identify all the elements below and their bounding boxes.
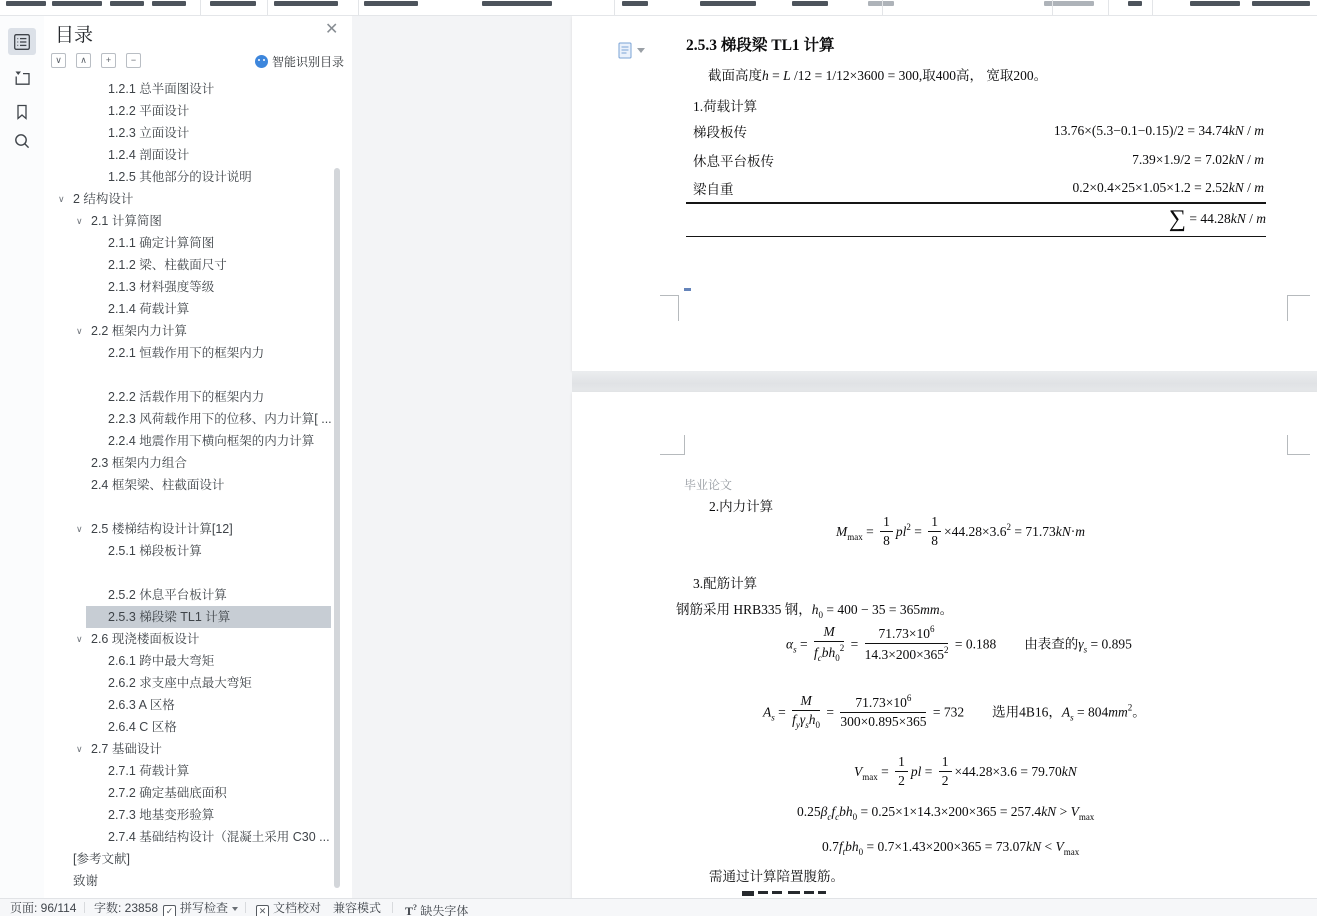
- formula-as: [763, 695, 1146, 732]
- text-run: max: [1078, 812, 1095, 822]
- text-cursor: [684, 288, 691, 291]
- margin-corner-mark: [660, 295, 679, 321]
- section-heading: [686, 33, 835, 55]
- text-run: c: [835, 812, 840, 822]
- text-run: =: [862, 524, 878, 540]
- toc-item[interactable]: [44, 760, 352, 782]
- text-run: m: [1075, 524, 1085, 540]
- text-run: ·: [1070, 524, 1076, 540]
- text-run: L: [783, 68, 791, 83]
- formula-alpha-s: [786, 626, 1132, 665]
- toc-item-label: 2.1.4 荷载计算: [108, 302, 190, 316]
- divider: [392, 902, 393, 913]
- text-run: 梁自重: [693, 182, 734, 197]
- toc-item-label: 2.1.1 确定计算简图: [108, 236, 215, 250]
- text-run: s: [1070, 712, 1074, 723]
- checked-box-icon: ✓: [163, 905, 176, 916]
- fraction: [928, 514, 941, 548]
- text-run: = 400 − 35 = 365: [823, 602, 921, 617]
- text-run: 1: [941, 754, 949, 769]
- toc-item[interactable]: [44, 584, 352, 606]
- toc-toolbar: [51, 53, 141, 68]
- toc-panel-title: 目录: [55, 25, 94, 46]
- sub-heading: [693, 572, 757, 592]
- proofread-button[interactable]: [256, 900, 321, 916]
- toc-item[interactable]: [44, 100, 352, 122]
- collapse-prev-button[interactable]: ∧: [76, 53, 91, 68]
- text-run: 1: [898, 754, 905, 769]
- toc-item-label: 2.1 计算简图: [91, 214, 162, 228]
- text-run: 1.荷载计算: [693, 99, 758, 114]
- text-run: s: [771, 712, 775, 723]
- text-run: = 71.73: [1011, 524, 1056, 540]
- text-run: kN: [1026, 839, 1042, 854]
- text-run: V: [1070, 804, 1079, 819]
- chevron-down-icon[interactable]: ∨: [76, 744, 83, 754]
- text-run: 0: [835, 652, 840, 663]
- paragraph: [709, 865, 844, 885]
- chevron-down-icon: [637, 48, 645, 53]
- toc-item[interactable]: [44, 738, 352, 760]
- toc-item[interactable]: [44, 540, 352, 562]
- toc-item[interactable]: [44, 826, 352, 848]
- text-run: = 0.188: [951, 636, 997, 652]
- text-run: ∑: [1168, 206, 1186, 232]
- missing-font-icon: T?: [405, 903, 418, 916]
- sub-heading: [709, 495, 773, 515]
- text-run: =: [910, 524, 926, 540]
- sum-rule-bottom: [686, 236, 1266, 237]
- main-area: [0, 16, 1317, 898]
- text-run: kN: [1055, 524, 1071, 540]
- text-run: <: [1041, 839, 1056, 854]
- text-run: 2: [1006, 522, 1011, 533]
- text-run: c: [817, 652, 822, 663]
- text-run: 8: [883, 532, 890, 548]
- text-run: = 804: [1073, 704, 1109, 720]
- text-run: 1: [883, 514, 890, 529]
- fraction: [840, 693, 926, 729]
- chevron-down-icon[interactable]: ∨: [76, 216, 83, 226]
- text-run: ×44.28×3.6: [944, 524, 1007, 540]
- toc-item-label: 2.7.2 确定基础底面积: [108, 786, 227, 800]
- toc-item-label: 2.6.2 求支座中点最大弯矩: [108, 676, 252, 690]
- fraction: [865, 624, 949, 662]
- text-run: M: [800, 693, 812, 708]
- text-run: 取400高， 宽取200。: [922, 68, 1048, 83]
- chevron-down-icon[interactable]: ∨: [76, 326, 83, 336]
- bookmark-panel-button[interactable]: [8, 98, 36, 125]
- text-run: m: [1254, 180, 1264, 195]
- text-run: 8: [931, 532, 939, 548]
- text-run: A: [763, 704, 772, 720]
- text-run: kN: [1041, 804, 1057, 819]
- text-run: 6: [930, 624, 935, 635]
- proofread-label: 文档校对: [273, 901, 322, 915]
- toc-item-label: 2.6 现浇楼面板设计: [91, 632, 200, 646]
- text-run: V: [1055, 839, 1064, 854]
- text-run: max: [1063, 847, 1080, 857]
- toc-item[interactable]: [44, 606, 352, 628]
- toc-spacer: [44, 496, 352, 518]
- toc-item-label: 2.2.3 风荷载作用下的位移、内力计算[ ...: [108, 412, 332, 426]
- toc-item-label: 2.3 框架内力组合: [91, 456, 187, 470]
- text-run: 2: [898, 772, 905, 788]
- toc-item[interactable]: [44, 210, 352, 232]
- expand-next-button[interactable]: ∨: [51, 53, 66, 68]
- toc-item[interactable]: [44, 804, 352, 826]
- text-run: 3.配筋计算: [693, 576, 758, 591]
- page-gap: [572, 371, 1317, 392]
- document-page-1: [572, 16, 1317, 371]
- text-run: 2: [906, 522, 911, 533]
- formula-vmax: [854, 756, 1077, 790]
- toc-item-label: 2.7.1 荷载计算: [108, 764, 190, 778]
- text-run: 300×0.895×365: [840, 713, 927, 729]
- toc-spacer: [44, 562, 352, 584]
- outline-panel-button[interactable]: [8, 28, 36, 55]
- text-run: 0: [815, 719, 820, 730]
- toc-item-label: 2.4 框架梁、柱截面设计: [91, 478, 225, 492]
- chapter-icon: [13, 69, 31, 87]
- toc-item-label: 2.7.4 基础结构设计（混凝土采用 C30 ...: [108, 830, 330, 844]
- text-run: 。: [939, 602, 954, 617]
- toc-item[interactable]: [44, 408, 352, 430]
- text-run: /: [1243, 123, 1255, 138]
- toc-item[interactable]: [44, 298, 352, 320]
- crossed-box-icon: ✕: [256, 905, 269, 916]
- text-run: =: [768, 68, 784, 83]
- toc-item[interactable]: [44, 848, 352, 870]
- formula-mmax: [836, 516, 1085, 550]
- toc-item-label: 2.5.1 梯段板计算: [108, 544, 202, 558]
- text-run: 7.39×1.9/2 = 7.02: [1132, 152, 1229, 167]
- text-run: kN: [1228, 180, 1244, 195]
- missing-font-label: 缺失字体: [420, 904, 469, 916]
- toc-item[interactable]: [44, 122, 352, 144]
- text-run: 梯段板传: [693, 125, 747, 140]
- compatibility-mode-label[interactable]: 兼容模式: [333, 901, 382, 915]
- document-page-2: [572, 392, 1317, 898]
- toc-item-label: [参考文献]: [73, 852, 130, 866]
- text-run: = 0.7×1.43×200×365 = 73.07: [863, 839, 1027, 854]
- text-run: pl: [910, 764, 922, 780]
- text-run: =: [774, 704, 790, 720]
- text-run: h: [808, 711, 816, 727]
- chevron-down-icon[interactable]: ∨: [76, 634, 83, 644]
- text-run: 1: [931, 514, 939, 529]
- load-row: [693, 118, 1264, 144]
- load-row: [693, 147, 1264, 173]
- text-run: f: [838, 839, 843, 854]
- toc-item-label: 1.2.2 平面设计: [108, 104, 190, 118]
- bookmark-icon: [13, 103, 31, 121]
- text-run: 0: [852, 812, 858, 822]
- text-run: c: [827, 812, 832, 822]
- text-run: 0: [818, 610, 824, 620]
- toc-item-label: 2.2.4 地震作用下横向框架的内力计算: [108, 434, 315, 448]
- toc-item-label: 1.2.3 立面设计: [108, 126, 190, 140]
- toc-item[interactable]: [44, 694, 352, 716]
- toc-item[interactable]: [44, 342, 352, 364]
- toc-scrollbar[interactable]: [334, 168, 340, 888]
- text-run: bh: [839, 804, 853, 819]
- text-run: max: [847, 532, 863, 543]
- text-run: A: [1061, 704, 1071, 720]
- text-run: 13.76×(5.3−0.1−0.15)/2 = 34.74: [1053, 123, 1229, 138]
- toc-spacer: [44, 364, 352, 386]
- toc-item[interactable]: [44, 386, 352, 408]
- text-run: 0: [858, 847, 864, 857]
- toc-item-label: 2.6.3 A 区格: [108, 698, 175, 712]
- text-run: /: [1243, 152, 1255, 167]
- fraction: [880, 514, 893, 548]
- divider: [84, 902, 85, 913]
- toc-item[interactable]: [44, 430, 352, 452]
- toc-item-label: 1.2.5 其他部分的设计说明: [108, 170, 252, 184]
- toc-item[interactable]: [44, 188, 352, 210]
- text-run: /12 = 1/12×3600 = 300,: [790, 68, 923, 83]
- text-run: 14.3×200×365: [864, 646, 944, 662]
- fraction: [814, 624, 844, 663]
- toc-item-label: 2.6.4 C 区格: [108, 720, 177, 734]
- paragraph: [676, 598, 953, 620]
- sum-rule-top: [686, 202, 1266, 204]
- spell-check-label: 拼写检查: [180, 901, 229, 915]
- toc-item[interactable]: [44, 628, 352, 650]
- paragraph: [708, 64, 1047, 84]
- missing-font-button[interactable]: [405, 900, 468, 916]
- ai-icon: [255, 55, 268, 68]
- toc-panel: [44, 16, 353, 898]
- text-run: = 0.895: [1087, 636, 1132, 652]
- text-run: h: [811, 602, 819, 617]
- page-indicator[interactable]: 页面: 96/114: [10, 901, 77, 915]
- text-run: s: [805, 719, 809, 730]
- chevron-down-icon[interactable]: ∨: [58, 194, 65, 204]
- text-run: mm: [920, 602, 940, 617]
- spell-check-toggle[interactable]: [163, 900, 238, 916]
- text-run: bh: [821, 644, 836, 660]
- toc-item-label: 2.2 框架内力计算: [91, 324, 187, 338]
- text-run: = 0.25×1×14.3×200×365 = 257.4: [857, 804, 1042, 819]
- text-run: 2: [839, 642, 845, 653]
- text-run: 选用4B16，: [992, 704, 1062, 720]
- chevron-down-icon[interactable]: ∨: [76, 524, 83, 534]
- load-row: [693, 175, 1264, 201]
- toc-item[interactable]: [44, 320, 352, 342]
- text-run: M: [836, 524, 848, 540]
- text-run: γ: [1078, 636, 1084, 652]
- toc-item[interactable]: [44, 144, 352, 166]
- toc-item-label: 2.7 基础设计: [91, 742, 162, 756]
- text-run: =: [847, 636, 862, 652]
- text-run: =: [921, 764, 936, 780]
- status-bar: [0, 898, 1317, 916]
- fraction: [792, 693, 820, 730]
- text-run: =: [796, 636, 811, 652]
- text-run: γ: [799, 711, 806, 727]
- side-rail: [0, 16, 45, 898]
- toc-item[interactable]: [44, 650, 352, 672]
- formula-shear-lower: [822, 839, 1079, 857]
- text-run: =: [877, 764, 893, 780]
- text-run: bh: [845, 839, 859, 854]
- paragraph-style-icon: [618, 42, 633, 59]
- toc-item[interactable]: [44, 276, 352, 298]
- smart-toc-label: 智能识别目录: [272, 55, 345, 69]
- text-run: 71.73×10: [855, 695, 907, 711]
- text-run: kN: [1230, 211, 1246, 226]
- text-run: kN: [1061, 764, 1077, 780]
- toc-item[interactable]: [44, 254, 352, 276]
- text-run: 0.25: [797, 804, 821, 819]
- text-run: 2.5.3 梯段梁 TL1 计算: [686, 37, 835, 54]
- smart-toc-button[interactable]: [255, 53, 344, 70]
- text-run: s: [1083, 644, 1088, 655]
- text-run: y: [795, 719, 800, 730]
- margin-corner-mark: [1287, 295, 1310, 321]
- text-run: V: [854, 764, 863, 780]
- toc-item-label: 2.1.2 梁、柱截面尺寸: [108, 258, 227, 272]
- text-run: m: [1254, 123, 1264, 138]
- toc-item-label: 1.2.4 剖面设计: [108, 148, 190, 162]
- text-run: 0.2×0.4×25×1.05×1.2 = 2.52: [1072, 180, 1229, 195]
- text-run: 2.内力计算: [709, 499, 774, 514]
- text-run: /: [1245, 211, 1257, 226]
- formula-shear-upper: [797, 804, 1094, 822]
- toc-item-label: 2.6.1 跨中最大弯矩: [108, 654, 215, 668]
- toc-item[interactable]: [44, 232, 352, 254]
- text-run: ×44.28×3.6 = 79.70: [954, 764, 1062, 780]
- text-run: t: [842, 847, 846, 857]
- text-run: /: [1243, 180, 1255, 195]
- text-run: >: [1056, 804, 1071, 819]
- toc-item[interactable]: [44, 474, 352, 496]
- toc-item-label: 2 结构设计: [73, 192, 134, 206]
- text-run: kN: [1228, 123, 1244, 138]
- document-area[interactable]: [352, 16, 1317, 898]
- toc-item-label: 2.5.2 休息平台板计算: [108, 588, 227, 602]
- toc-list: [44, 78, 352, 892]
- text-run: pl: [895, 524, 907, 540]
- text-run: 0.7: [822, 839, 839, 854]
- text-run: kN: [1228, 152, 1244, 167]
- toc-item-label: 2.1.3 材料强度等级: [108, 280, 215, 294]
- divider: [245, 902, 246, 913]
- expand-all-button[interactable]: +: [101, 53, 116, 68]
- chapter-panel-button[interactable]: [8, 64, 36, 91]
- text-run: β: [820, 804, 828, 819]
- toc-item-label: 致谢: [73, 874, 99, 888]
- text-run: f: [831, 804, 836, 819]
- text-run: = 732: [929, 704, 965, 720]
- margin-corner-mark: [660, 435, 685, 455]
- text-run: mm: [1108, 704, 1128, 720]
- toc-item-label: 1.2.1 总半面图设计: [108, 82, 215, 96]
- text-run: 休息平台板传: [693, 154, 774, 169]
- close-icon[interactable]: ✕: [325, 21, 339, 38]
- text-run: m: [1256, 211, 1266, 226]
- toc-item-label: 2.7.3 地基变形验算: [108, 808, 215, 822]
- toc-item-label: 2.2.2 活载作用下的框架内力: [108, 390, 265, 404]
- text-run: 由表查的: [1024, 636, 1079, 652]
- toc-item[interactable]: [44, 716, 352, 738]
- margin-corner-mark: [1287, 435, 1310, 455]
- sum-row: [872, 206, 1266, 233]
- text-run: m: [1254, 152, 1264, 167]
- text-run: s: [793, 644, 797, 655]
- toc-item[interactable]: [44, 166, 352, 188]
- chevron-down-icon: [232, 907, 238, 911]
- text-run: f: [813, 644, 818, 660]
- text-run: 截面高度: [708, 68, 762, 83]
- toc-item-label: 2.5 楼梯结构设计计算[12]: [91, 522, 233, 536]
- toc-item[interactable]: [44, 870, 352, 892]
- text-run: 6: [906, 693, 912, 704]
- text-run: max: [862, 772, 878, 783]
- toc-item-label: 2.2.1 恒载作用下的框架内力: [108, 346, 265, 360]
- collapse-all-button[interactable]: −: [126, 53, 141, 68]
- toc-item[interactable]: [44, 672, 352, 694]
- sub-heading: [693, 95, 757, 115]
- text-run: 钢筋采用 HRB335 钢，: [676, 602, 812, 617]
- word-count[interactable]: 字数: 23858: [94, 901, 159, 915]
- text-run: M: [823, 624, 835, 639]
- ribbon-clipped: [0, 0, 1317, 16]
- toc-item-label: 2.5.3 梯段梁 TL1 计算: [108, 610, 231, 624]
- text-run: 需通过计算陪置腹筋。: [709, 869, 844, 884]
- text-run: 2: [941, 772, 949, 788]
- toc-item[interactable]: [44, 518, 352, 540]
- search-icon: [13, 132, 31, 150]
- page-header: [684, 476, 732, 493]
- toc-item[interactable]: [44, 452, 352, 474]
- toc-item[interactable]: [44, 782, 352, 804]
- text-run: = 44.28: [1185, 211, 1231, 226]
- text-run: h: [762, 68, 769, 83]
- text-run: 2: [1127, 702, 1133, 713]
- fraction: [939, 754, 952, 788]
- paragraph-style-button[interactable]: [618, 42, 645, 59]
- text-run: 2: [943, 644, 949, 655]
- text-run: α: [786, 636, 794, 652]
- text-run: 。: [1132, 704, 1146, 720]
- fraction: [895, 754, 908, 788]
- search-panel-button[interactable]: [8, 127, 36, 154]
- outline-icon: [13, 33, 31, 51]
- toc-item[interactable]: [44, 78, 352, 100]
- text-run: 71.73×10: [878, 626, 931, 642]
- text-run: 毕业论文: [684, 478, 733, 492]
- text-run: f: [792, 711, 796, 727]
- text-run: =: [823, 704, 838, 720]
